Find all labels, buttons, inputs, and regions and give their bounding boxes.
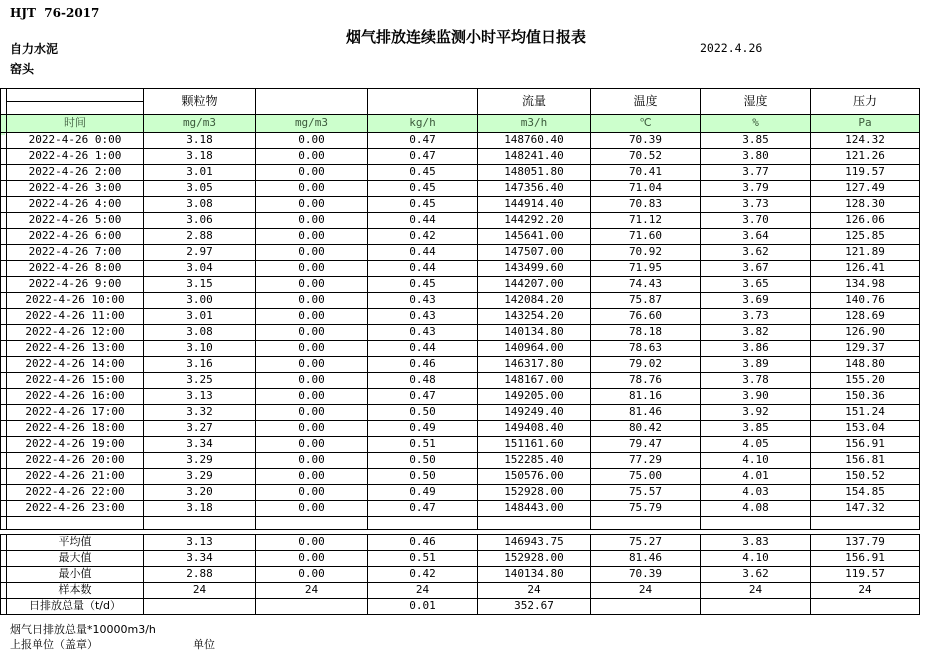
value-cell: 71.60	[591, 229, 701, 245]
unit-mg-m3-a: mg/m3	[144, 115, 256, 133]
time-cell: 2022-4-26 7:00	[7, 245, 144, 261]
value-cell: 0.44	[368, 341, 478, 357]
value-cell	[811, 599, 920, 615]
value-cell: 76.60	[591, 309, 701, 325]
value-cell: 0.44	[368, 245, 478, 261]
value-cell: 127.49	[811, 181, 920, 197]
time-cell: 2022-4-26 6:00	[7, 229, 144, 245]
footer-signature-line	[10, 637, 920, 652]
table-row	[1, 599, 920, 615]
value-cell: 4.10	[701, 453, 811, 469]
table-row	[1, 277, 920, 293]
value-cell: 0.47	[368, 149, 478, 165]
value-cell: 126.41	[811, 261, 920, 277]
group-header-particulate: 颗粒物	[144, 89, 256, 115]
value-cell: 0.51	[368, 437, 478, 453]
value-cell: 24	[701, 583, 811, 599]
value-cell: 3.20	[144, 485, 256, 501]
value-cell: 145641.00	[478, 229, 591, 245]
value-cell: 3.78	[701, 373, 811, 389]
time-column-header: 时间	[7, 115, 144, 133]
value-cell: 0.00	[256, 261, 368, 277]
value-cell: 0.00	[256, 405, 368, 421]
value-cell: 75.87	[591, 293, 701, 309]
group-header-time-top	[7, 89, 144, 102]
table-row	[1, 357, 920, 373]
value-cell: 0.44	[368, 261, 478, 277]
value-cell: 71.95	[591, 261, 701, 277]
time-cell: 2022-4-26 15:00	[7, 373, 144, 389]
value-cell: 148167.00	[478, 373, 591, 389]
footer	[10, 622, 920, 652]
value-cell: 0.00	[256, 133, 368, 149]
value-cell: 70.52	[591, 149, 701, 165]
value-cell: 156.91	[811, 437, 920, 453]
value-cell: 0.00	[256, 341, 368, 357]
monitoring-point: 窑头	[10, 62, 35, 76]
value-cell: 0.00	[256, 293, 368, 309]
report-date: 2022.4.26	[700, 41, 763, 55]
value-cell: 3.79	[701, 181, 811, 197]
group-header-time-bottom	[7, 102, 144, 115]
value-cell: 0.51	[368, 551, 478, 567]
value-cell: 150576.00	[478, 469, 591, 485]
value-cell: 0.00	[256, 245, 368, 261]
value-cell	[591, 599, 701, 615]
value-cell: 3.18	[144, 501, 256, 517]
table-row	[1, 583, 920, 599]
value-cell: 152928.00	[478, 551, 591, 567]
value-cell: 155.20	[811, 373, 920, 389]
value-cell: 148443.00	[478, 501, 591, 517]
table-row	[1, 229, 920, 245]
value-cell: 156.91	[811, 551, 920, 567]
table-row	[1, 133, 920, 149]
standard-code: HJT 76-2017	[10, 6, 100, 20]
units-row	[1, 115, 920, 133]
value-cell: 3.13	[144, 535, 256, 551]
unit-pa: Pa	[811, 115, 920, 133]
value-cell: 3.08	[144, 197, 256, 213]
value-cell: 3.10	[144, 341, 256, 357]
value-cell: 3.70	[701, 213, 811, 229]
value-cell: 0.49	[368, 485, 478, 501]
value-cell: 3.69	[701, 293, 811, 309]
table-row	[1, 469, 920, 485]
value-cell: 149205.00	[478, 389, 591, 405]
value-cell: 3.15	[144, 277, 256, 293]
value-cell: 140964.00	[478, 341, 591, 357]
value-cell: 3.85	[701, 421, 811, 437]
value-cell: 0.00	[256, 357, 368, 373]
value-cell: 4.01	[701, 469, 811, 485]
value-cell: 0.00	[256, 213, 368, 229]
value-cell: 146317.80	[478, 357, 591, 373]
summary-label-cell: 最小值	[7, 567, 144, 583]
unit-kg-h: kg/h	[368, 115, 478, 133]
value-cell: 0.00	[256, 453, 368, 469]
unit-celsius: ℃	[591, 115, 701, 133]
value-cell: 0.50	[368, 469, 478, 485]
value-cell: 3.62	[701, 245, 811, 261]
table-row	[1, 389, 920, 405]
time-cell: 2022-4-26 11:00	[7, 309, 144, 325]
value-cell: 81.46	[591, 551, 701, 567]
value-cell: 3.62	[701, 567, 811, 583]
value-cell: 128.69	[811, 309, 920, 325]
value-cell: 3.80	[701, 149, 811, 165]
value-cell: 4.08	[701, 501, 811, 517]
value-cell: 140134.80	[478, 325, 591, 341]
table-row	[1, 453, 920, 469]
table-row	[1, 309, 920, 325]
value-cell: 0.00	[256, 373, 368, 389]
value-cell: 0.00	[256, 469, 368, 485]
time-cell: 2022-4-26 23:00	[7, 501, 144, 517]
value-cell: 0.00	[256, 277, 368, 293]
value-cell: 144207.00	[478, 277, 591, 293]
table-row	[1, 567, 920, 583]
value-cell: 143254.20	[478, 309, 591, 325]
table-row	[1, 421, 920, 437]
value-cell: 137.79	[811, 535, 920, 551]
value-cell: 3.13	[144, 389, 256, 405]
value-cell: 152928.00	[478, 485, 591, 501]
value-cell: 0.42	[368, 229, 478, 245]
value-cell: 74.43	[591, 277, 701, 293]
value-cell: 147.32	[811, 501, 920, 517]
value-cell: 121.26	[811, 149, 920, 165]
value-cell: 129.37	[811, 341, 920, 357]
value-cell: 0.00	[256, 197, 368, 213]
company-name: 自力水泥	[10, 42, 59, 56]
value-cell: 151161.60	[478, 437, 591, 453]
value-cell: 0.45	[368, 181, 478, 197]
group-header-blank-2	[368, 89, 478, 115]
spacer-row	[1, 517, 920, 530]
value-cell: 0.46	[368, 535, 478, 551]
value-cell: 148.80	[811, 357, 920, 373]
value-cell: 0.00	[256, 165, 368, 181]
value-cell: 0.00	[256, 149, 368, 165]
value-cell: 0.44	[368, 213, 478, 229]
value-cell: 75.27	[591, 535, 701, 551]
value-cell: 0.48	[368, 373, 478, 389]
value-cell: 3.06	[144, 213, 256, 229]
time-cell: 2022-4-26 21:00	[7, 469, 144, 485]
value-cell: 3.73	[701, 309, 811, 325]
value-cell: 124.32	[811, 133, 920, 149]
hourly-data-table	[0, 88, 920, 530]
value-cell: 79.47	[591, 437, 701, 453]
value-cell: 3.05	[144, 181, 256, 197]
value-cell: 3.83	[701, 535, 811, 551]
value-cell: 3.16	[144, 357, 256, 373]
value-cell: 0.00	[256, 309, 368, 325]
value-cell: 3.86	[701, 341, 811, 357]
value-cell: 24	[256, 583, 368, 599]
value-cell: 0.43	[368, 325, 478, 341]
table-row	[1, 325, 920, 341]
value-cell: 0.00	[256, 437, 368, 453]
value-cell: 78.76	[591, 373, 701, 389]
table-row	[1, 405, 920, 421]
value-cell: 71.04	[591, 181, 701, 197]
value-cell	[144, 599, 256, 615]
summary-label-cell: 最大值	[7, 551, 144, 567]
value-cell: 143499.60	[478, 261, 591, 277]
value-cell: 3.89	[701, 357, 811, 373]
value-cell: 75.00	[591, 469, 701, 485]
value-cell: 24	[811, 583, 920, 599]
value-cell: 3.34	[144, 551, 256, 567]
value-cell: 3.25	[144, 373, 256, 389]
value-cell: 4.03	[701, 485, 811, 501]
table-row	[1, 165, 920, 181]
value-cell: 154.85	[811, 485, 920, 501]
table-row	[1, 181, 920, 197]
value-cell: 0.50	[368, 453, 478, 469]
value-cell: 0.45	[368, 197, 478, 213]
value-cell: 78.18	[591, 325, 701, 341]
table-row	[1, 213, 920, 229]
value-cell: 149408.40	[478, 421, 591, 437]
value-cell: 70.92	[591, 245, 701, 261]
value-cell: 0.47	[368, 501, 478, 517]
value-cell: 0.00	[256, 229, 368, 245]
value-cell: 3.82	[701, 325, 811, 341]
summary-label-cell: 样本数	[7, 583, 144, 599]
value-cell: 3.01	[144, 309, 256, 325]
time-cell: 2022-4-26 13:00	[7, 341, 144, 357]
value-cell: 80.42	[591, 421, 701, 437]
table-row	[1, 149, 920, 165]
value-cell: 3.01	[144, 165, 256, 181]
value-cell: 81.46	[591, 405, 701, 421]
value-cell: 140.76	[811, 293, 920, 309]
value-cell: 0.00	[256, 421, 368, 437]
group-header-humidity: 湿度	[701, 89, 811, 115]
value-cell: 153.04	[811, 421, 920, 437]
value-cell: 3.27	[144, 421, 256, 437]
value-cell: 0.50	[368, 405, 478, 421]
group-header-pressure: 压力	[811, 89, 920, 115]
value-cell: 0.00	[256, 551, 368, 567]
value-cell: 0.46	[368, 357, 478, 373]
time-cell: 2022-4-26 17:00	[7, 405, 144, 421]
value-cell: 70.83	[591, 197, 701, 213]
table-row	[1, 485, 920, 501]
time-cell: 2022-4-26 10:00	[7, 293, 144, 309]
value-cell: 2.88	[144, 229, 256, 245]
value-cell: 149249.40	[478, 405, 591, 421]
value-cell: 75.79	[591, 501, 701, 517]
unit-m3-h: m3/h	[478, 115, 591, 133]
summary-label-cell: 平均值	[7, 535, 144, 551]
value-cell: 24	[478, 583, 591, 599]
time-cell: 2022-4-26 2:00	[7, 165, 144, 181]
value-cell: 150.52	[811, 469, 920, 485]
group-header-temperature: 温度	[591, 89, 701, 115]
unit-mg-m3-b: mg/m3	[256, 115, 368, 133]
value-cell: 3.04	[144, 261, 256, 277]
value-cell: 70.39	[591, 567, 701, 583]
value-cell: 3.34	[144, 437, 256, 453]
value-cell: 150.36	[811, 389, 920, 405]
table-row	[1, 293, 920, 309]
table-row	[1, 197, 920, 213]
value-cell: 3.67	[701, 261, 811, 277]
table-row	[1, 245, 920, 261]
value-cell: 2.97	[144, 245, 256, 261]
value-cell: 156.81	[811, 453, 920, 469]
value-cell: 3.18	[144, 149, 256, 165]
time-cell: 2022-4-26 1:00	[7, 149, 144, 165]
value-cell: 3.85	[701, 133, 811, 149]
value-cell	[256, 599, 368, 615]
summary-label-cell: 日排放总量（t/d）	[7, 599, 144, 615]
value-cell: 3.90	[701, 389, 811, 405]
footer-note: 烟气日排放总量*10000m3/h	[10, 623, 156, 636]
value-cell: 3.29	[144, 469, 256, 485]
value-cell: 121.89	[811, 245, 920, 261]
page-title: 烟气排放连续监测小时平均值日报表	[345, 28, 586, 46]
report-unit-label: 上报单位（盖章）	[10, 638, 98, 651]
time-cell: 2022-4-26 18:00	[7, 421, 144, 437]
value-cell: 3.92	[701, 405, 811, 421]
value-cell: 24	[368, 583, 478, 599]
value-cell: 71.12	[591, 213, 701, 229]
value-cell: 151.24	[811, 405, 920, 421]
value-cell: 128.30	[811, 197, 920, 213]
table-row	[1, 437, 920, 453]
value-cell: 144292.20	[478, 213, 591, 229]
value-cell: 147507.00	[478, 245, 591, 261]
value-cell: 0.00	[256, 389, 368, 405]
unit-percent: %	[701, 115, 811, 133]
value-cell: 4.05	[701, 437, 811, 453]
value-cell: 0.42	[368, 567, 478, 583]
value-cell: 24	[591, 583, 701, 599]
time-cell: 2022-4-26 19:00	[7, 437, 144, 453]
unit-label: 单位	[193, 638, 215, 651]
value-cell: 125.85	[811, 229, 920, 245]
time-cell: 2022-4-26 12:00	[7, 325, 144, 341]
table-row	[1, 551, 920, 567]
value-cell: 0.43	[368, 309, 478, 325]
value-cell: 0.00	[256, 485, 368, 501]
value-cell: 70.39	[591, 133, 701, 149]
table-row	[1, 261, 920, 277]
value-cell: 3.08	[144, 325, 256, 341]
time-cell: 2022-4-26 20:00	[7, 453, 144, 469]
value-cell: 0.00	[256, 325, 368, 341]
table-row	[1, 341, 920, 357]
value-cell: 140134.80	[478, 567, 591, 583]
value-cell: 134.98	[811, 277, 920, 293]
value-cell: 3.32	[144, 405, 256, 421]
time-cell: 2022-4-26 9:00	[7, 277, 144, 293]
value-cell: 148051.80	[478, 165, 591, 181]
value-cell	[701, 599, 811, 615]
group-header-blank-1	[256, 89, 368, 115]
value-cell: 3.64	[701, 229, 811, 245]
table-row	[1, 535, 920, 551]
value-cell: 0.00	[256, 181, 368, 197]
group-header-flow: 流量	[478, 89, 591, 115]
group-header-row	[1, 89, 920, 102]
time-cell: 2022-4-26 3:00	[7, 181, 144, 197]
value-cell: 77.29	[591, 453, 701, 469]
report-table-area	[0, 88, 920, 652]
value-cell: 144914.40	[478, 197, 591, 213]
time-cell: 2022-4-26 4:00	[7, 197, 144, 213]
value-cell: 152285.40	[478, 453, 591, 469]
table-row	[1, 501, 920, 517]
value-cell: 147356.40	[478, 181, 591, 197]
time-cell: 2022-4-26 14:00	[7, 357, 144, 373]
value-cell: 70.41	[591, 165, 701, 181]
value-cell: 142084.20	[478, 293, 591, 309]
time-cell: 2022-4-26 5:00	[7, 213, 144, 229]
value-cell: 4.10	[701, 551, 811, 567]
value-cell: 119.57	[811, 567, 920, 583]
value-cell: 0.00	[256, 567, 368, 583]
value-cell: 0.00	[256, 501, 368, 517]
value-cell: 3.77	[701, 165, 811, 181]
value-cell: 119.57	[811, 165, 920, 181]
value-cell: 3.18	[144, 133, 256, 149]
value-cell: 78.63	[591, 341, 701, 357]
value-cell: 0.00	[256, 535, 368, 551]
summary-rows	[1, 535, 920, 615]
time-cell: 2022-4-26 22:00	[7, 485, 144, 501]
value-cell: 0.47	[368, 389, 478, 405]
value-cell: 126.06	[811, 213, 920, 229]
value-cell: 148241.40	[478, 149, 591, 165]
value-cell: 0.43	[368, 293, 478, 309]
data-rows	[1, 133, 920, 517]
value-cell: 75.57	[591, 485, 701, 501]
value-cell: 0.49	[368, 421, 478, 437]
time-cell: 2022-4-26 0:00	[7, 133, 144, 149]
value-cell: 79.02	[591, 357, 701, 373]
time-cell: 2022-4-26 8:00	[7, 261, 144, 277]
value-cell: 0.45	[368, 277, 478, 293]
value-cell: 0.47	[368, 133, 478, 149]
value-cell: 352.67	[478, 599, 591, 615]
value-cell: 81.16	[591, 389, 701, 405]
value-cell: 2.88	[144, 567, 256, 583]
value-cell: 3.29	[144, 453, 256, 469]
value-cell: 126.90	[811, 325, 920, 341]
value-cell: 3.00	[144, 293, 256, 309]
time-cell: 2022-4-26 16:00	[7, 389, 144, 405]
value-cell: 0.45	[368, 165, 478, 181]
value-cell: 146943.75	[478, 535, 591, 551]
value-cell: 24	[144, 583, 256, 599]
table-row	[1, 373, 920, 389]
summary-table	[0, 534, 920, 615]
value-cell: 0.01	[368, 599, 478, 615]
value-cell: 3.65	[701, 277, 811, 293]
value-cell: 3.73	[701, 197, 811, 213]
value-cell: 148760.40	[478, 133, 591, 149]
